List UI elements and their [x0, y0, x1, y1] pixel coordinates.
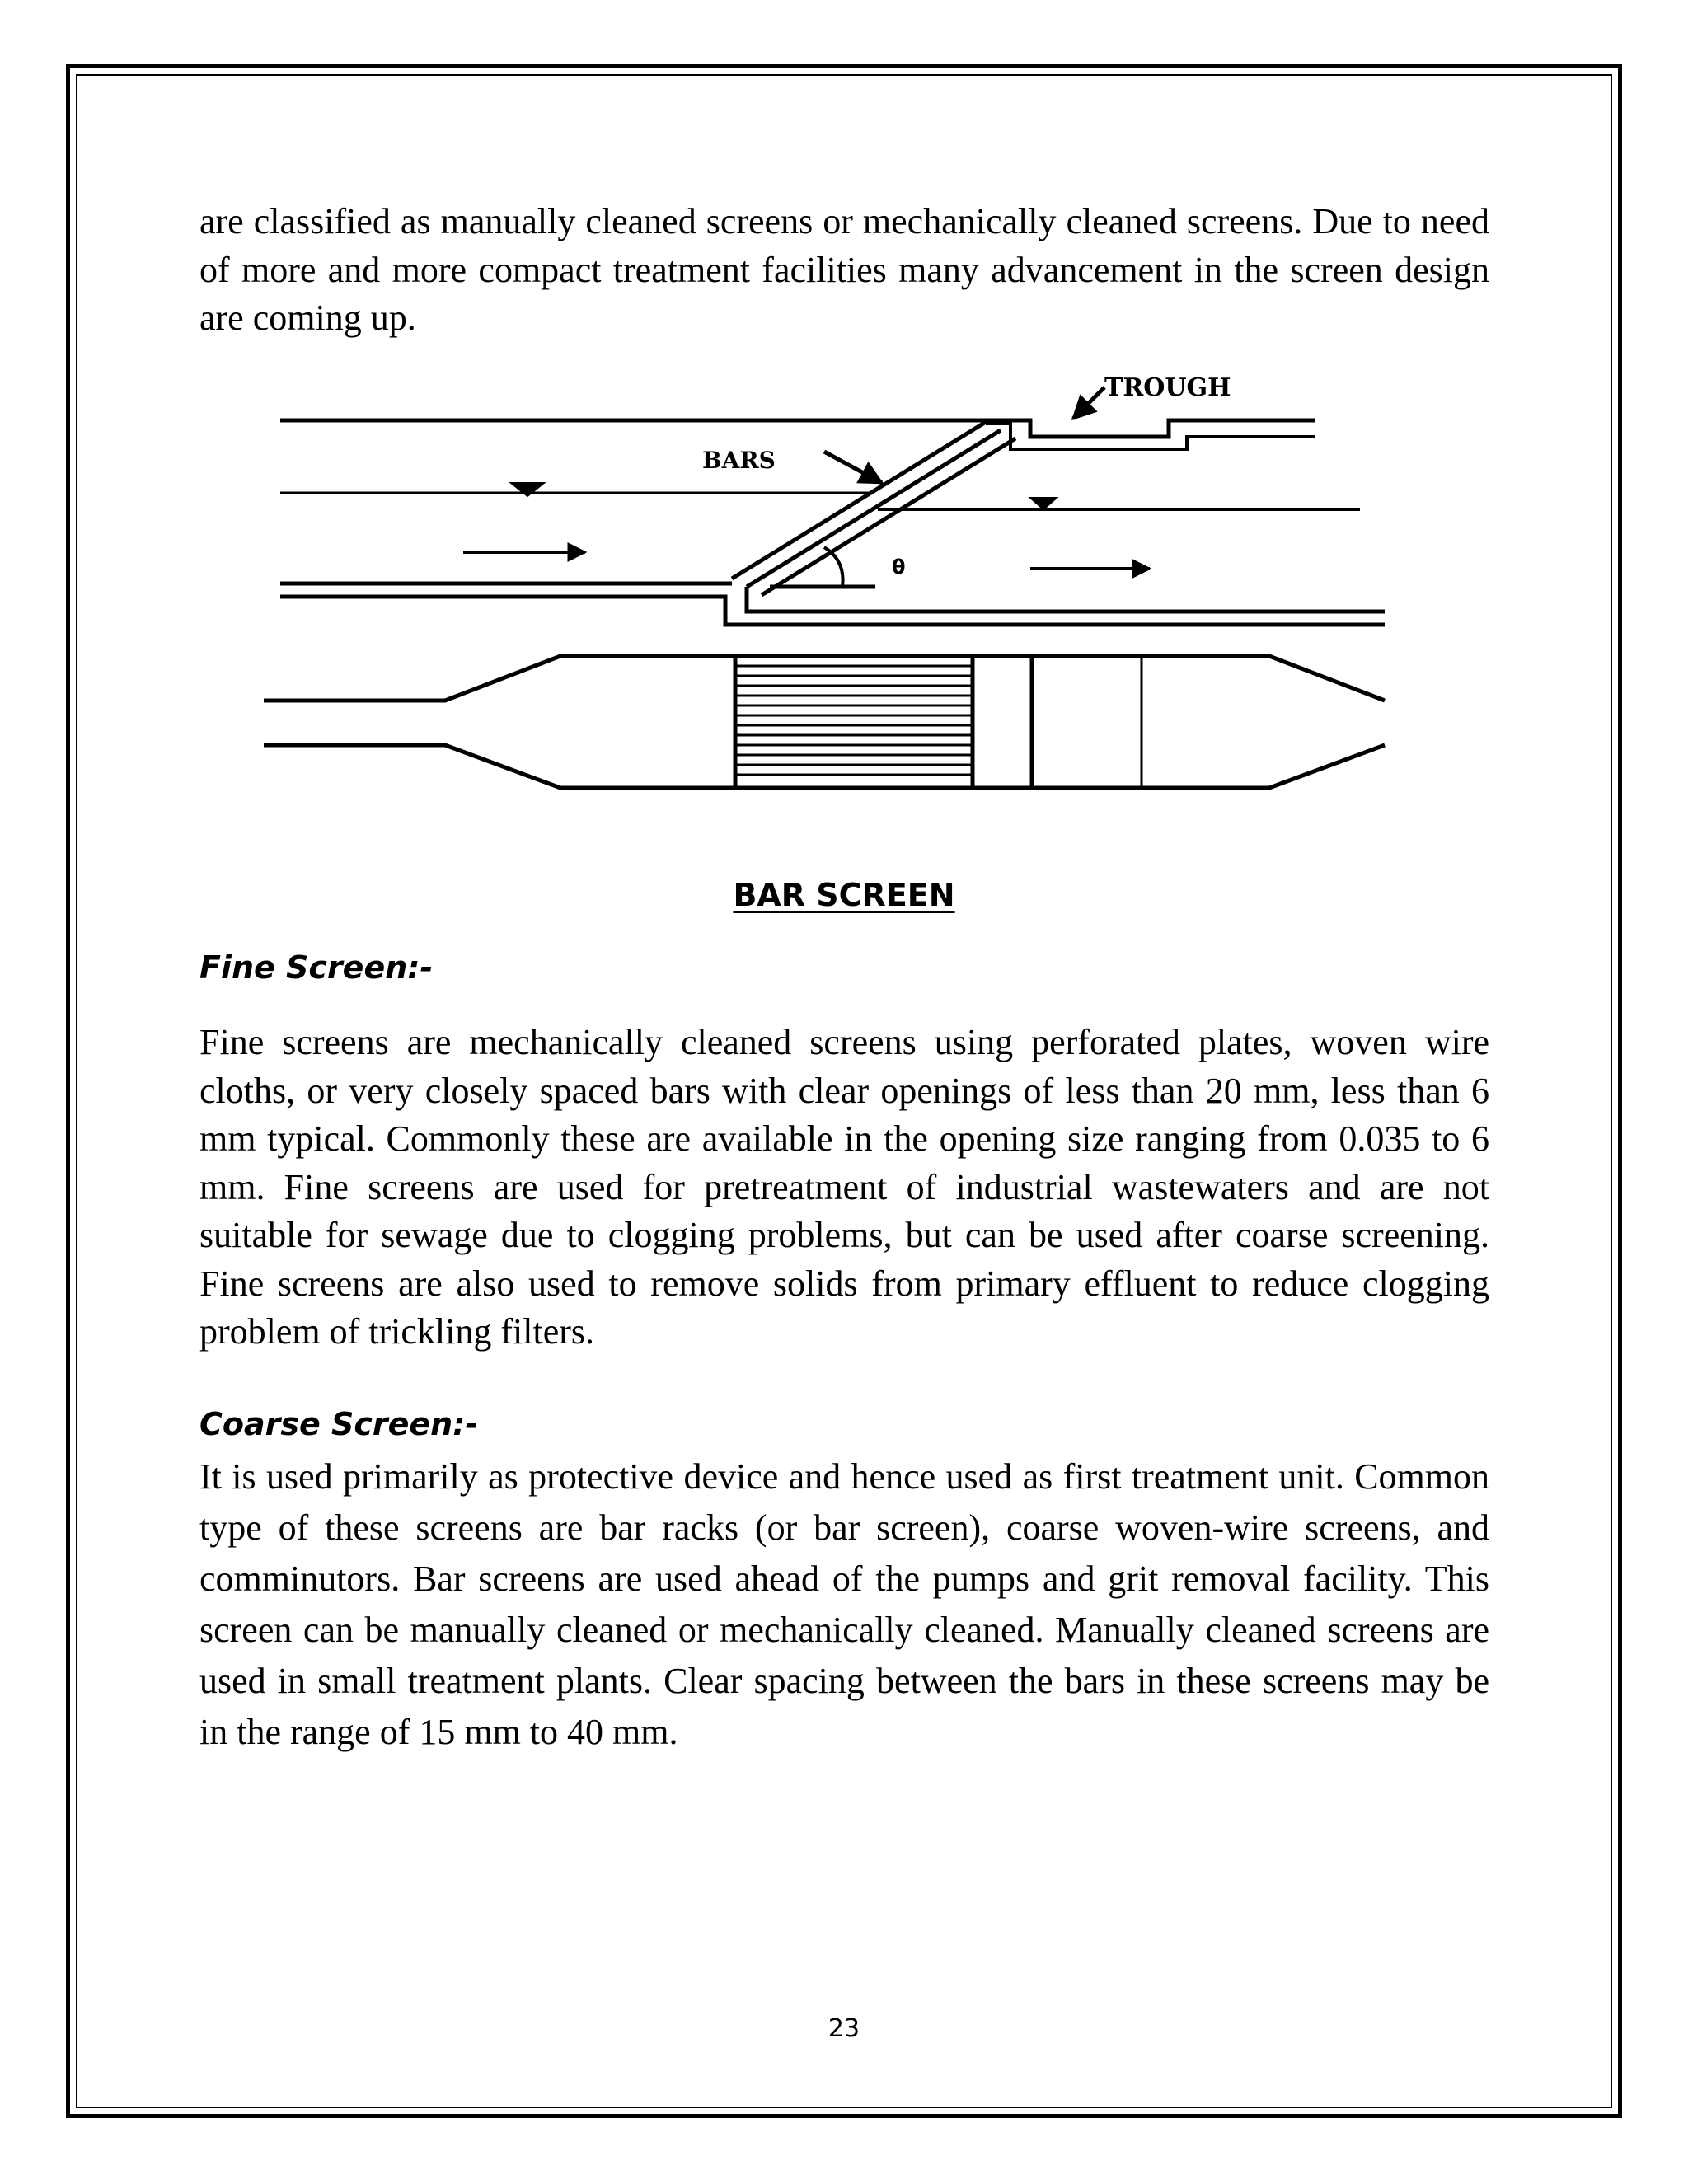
page-number: 23 [828, 2014, 860, 2043]
intro-paragraph: are classified as manually cleaned screens or mechanically cleaned screens. Due to need of more and more compact treatment facilities many advancement in the screen design are coming up. [199, 201, 1489, 338]
bar-screen-diagram [0, 0, 1688, 824]
upstream-water-symbol [511, 483, 544, 496]
bars-label: BARS [702, 447, 776, 474]
coarse-screen-paragraph: It is used primarily as protective device and hence used as first treatment unit. Common type of these screens are bar racks (or bar screen), coarse woven-wire screens, and comminutors. Bar screens are used ahead of the pumps and grit removal facility. This screen can be manually cleaned or mechanically cleaned. Manually cleaned screens are used in small treatment plants. Clear spacing between the bars in these screens may be in the range of 15 mm to 40 mm. [199, 1456, 1489, 1752]
downstream-water-symbol [1030, 498, 1057, 509]
channel-top-wall [280, 420, 1315, 449]
trough-label: TROUGH [1104, 373, 1231, 402]
fine-screen-heading: Fine Screen:- [199, 949, 434, 986]
plan-view-screen-bars [735, 656, 973, 788]
theta-label: θ [892, 555, 906, 579]
bars-pointer-arrow [824, 452, 882, 483]
channel-floor [280, 583, 1385, 625]
fine-screen-paragraph: Fine screens are mechanically cleaned screens using perforated plates, woven wire cloths, or very closely spaced bars with clear openings of less than 20 mm, less than 6 mm typical. Commonly these are available in the opening size ranging from 0.035 to 6 mm. Fine screens are used for pretreatment of industrial wastewaters and are not suitable for sewage due to clogging problems, but can be used after coarse screening. Fine screens are also used to remove solids from primary effluent to reduce clogging problem of trickling filters. [199, 1022, 1489, 1352]
plan-view-dividers [1032, 656, 1142, 788]
trough-pointer-arrow [1073, 387, 1104, 419]
figure-caption: BAR SCREEN [733, 877, 955, 913]
coarse-screen-heading: Coarse Screen:- [199, 1406, 479, 1442]
